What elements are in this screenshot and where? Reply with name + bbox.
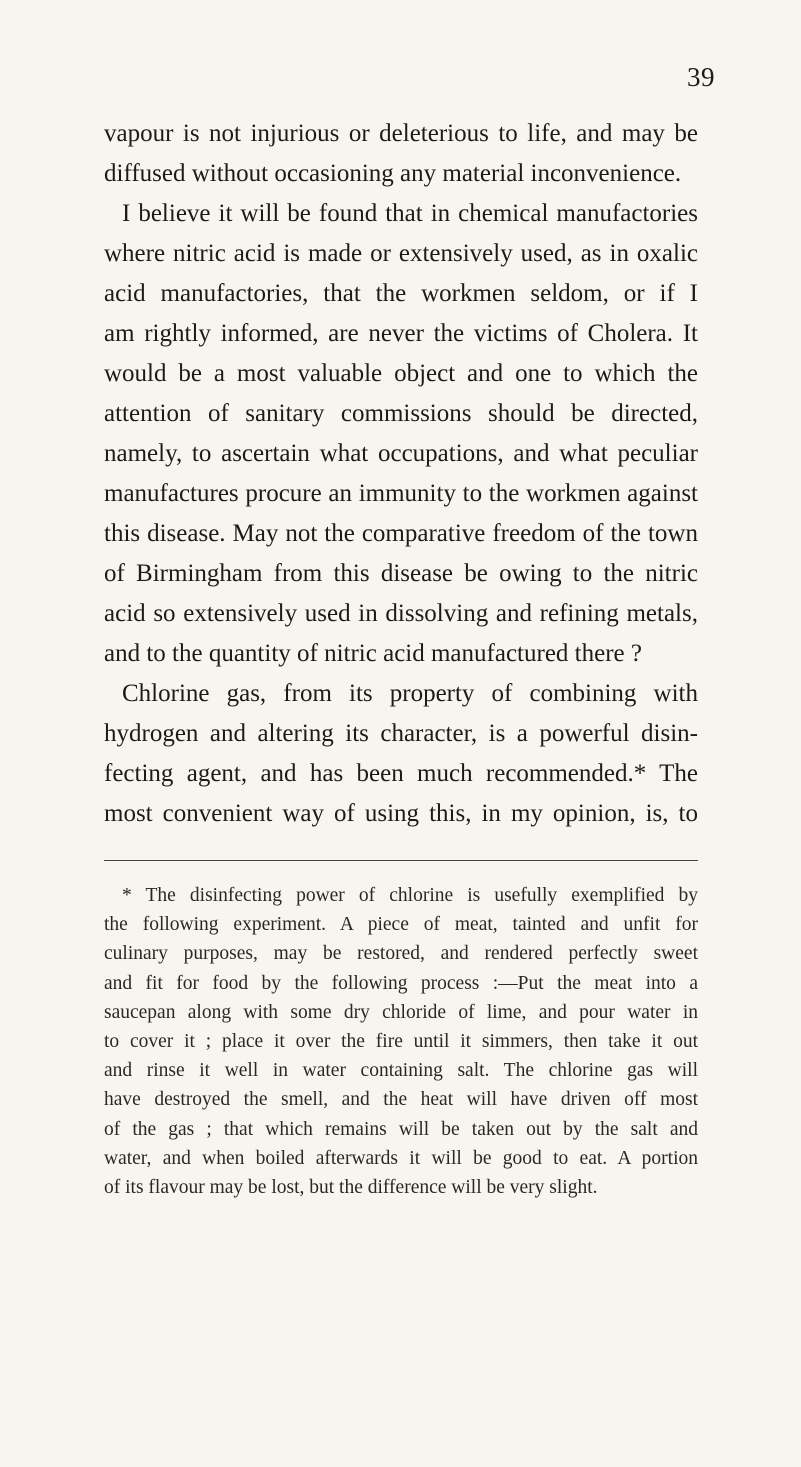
footnote-line: and rinse it well in water containing salt. The chlorine gas will (104, 1060, 698, 1082)
body-line: of Birmingham from this disease be owing to the nitric (104, 560, 698, 587)
body-line: diffused without occasioning any material inconvenience. (104, 160, 682, 187)
body-line: vapour is not injurious or deleterious to life, and may be (104, 120, 698, 147)
body-line: would be a most valuable object and one to which the (104, 360, 698, 387)
body-line: Chlorine gas, from its property of combining with (122, 680, 698, 707)
footnote-line: * The disinfecting power of chlorine is usefully exemplified by (122, 885, 698, 906)
footnote-line: of its flavour may be lost, but the difference will be very slight. (104, 1176, 598, 1198)
footnote-line: of the gas ; that which remains will be taken out by the salt and (104, 1118, 698, 1140)
body-line: I believe it will be found that in chemical manufactories (122, 200, 698, 227)
body-line: hydrogen and altering its character, is a powerful disin- (104, 720, 698, 747)
footnote-line: to cover it ; place it over the fire until it simmers, then take it out (104, 1030, 698, 1052)
body-line: namely, to ascertain what occupations, and what peculiar (104, 440, 698, 467)
footnote-line: water, and when boiled afterwards it will be good to eat. A portion (104, 1147, 698, 1169)
footnote (104, 881, 698, 1202)
footnote-line: and fit for food by the following process :—Put the meat into a (104, 972, 698, 994)
body-line: fecting agent, and has been much recommended.* The (104, 760, 698, 787)
body-line: am rightly informed, are never the victims of Cholera. It (104, 320, 698, 347)
body-text (104, 114, 698, 834)
footnote-line: the following experiment. A piece of meat, tainted and unfit for (104, 914, 698, 936)
body-line: this disease. May not the comparative freedom of the town (104, 520, 698, 547)
body-line: acid manufactories, that the workmen seldom, or if I (104, 280, 698, 307)
body-line: attention of sanitary commissions should be directed, (104, 400, 698, 427)
footnote-line: culinary purposes, may be restored, and rendered perfectly sweet (104, 943, 698, 965)
page-number: 39 (687, 62, 715, 92)
footnote-line: have destroyed the smell, and the heat will have driven off most (104, 1089, 698, 1111)
body-line: acid so extensively used in dissolving and refining metals, (104, 600, 698, 627)
body-line: most convenient way of using this, in my opinion, is, to (104, 800, 698, 827)
body-line: and to the quantity of nitric acid manufactured there ? (104, 640, 642, 667)
body-line: manufactures procure an immunity to the workmen against (104, 480, 698, 507)
footnote-line: saucepan along with some dry chloride of lime, and pour water in (104, 1001, 698, 1023)
footnote-divider (104, 860, 698, 861)
body-line: where nitric acid is made or extensively used, as in oxalic (104, 240, 698, 267)
